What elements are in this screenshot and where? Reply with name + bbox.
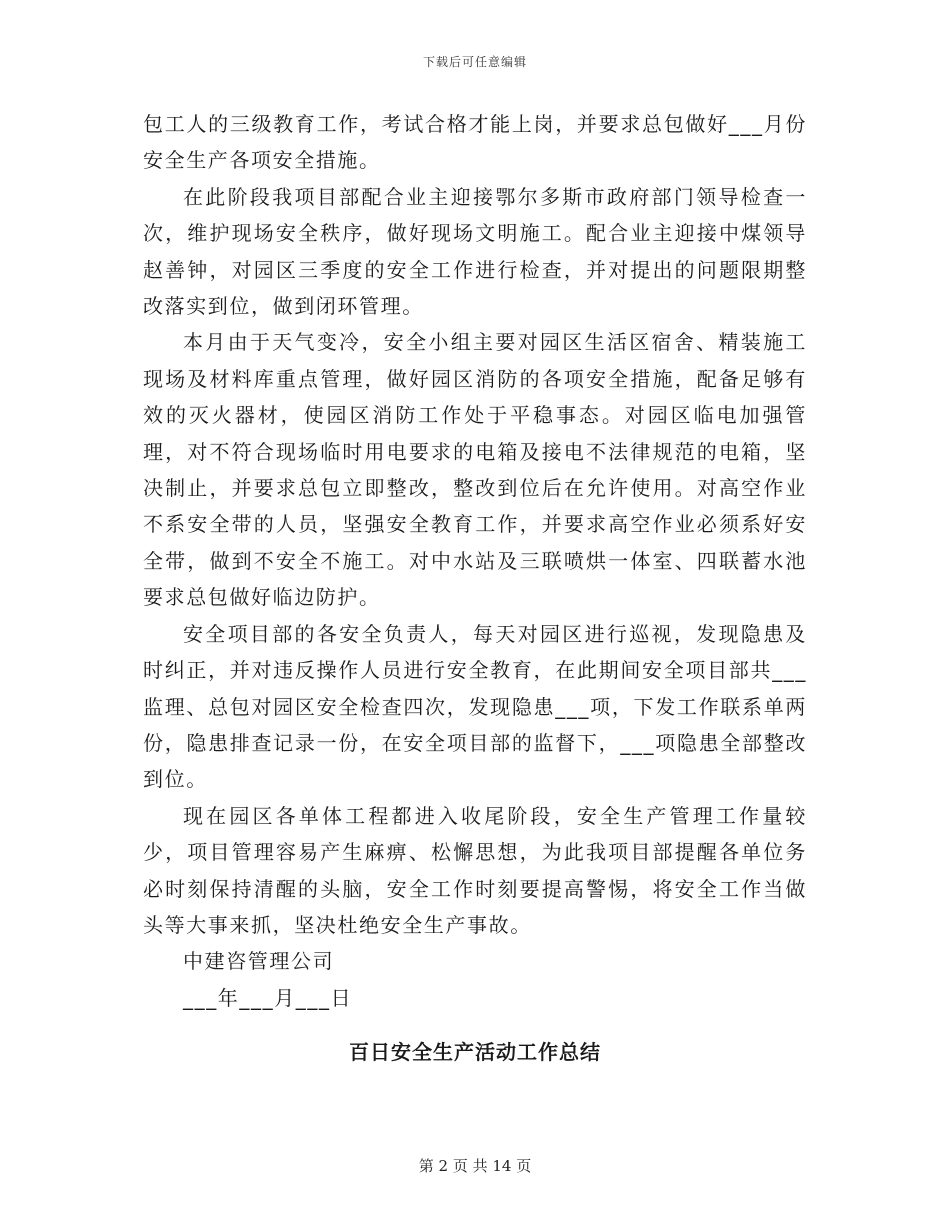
paragraph-inspection: 在此阶段我项目部配合业主迎接鄂尔多斯市政府部门领导检查一次，维护现场安全秩序，做好现场文明施工。配合业主迎接中煤领导赵善钟，对园区三季度的安全工作进行检查，并对提出的问题限期整改落实到位，做到闭环管理。 xyxy=(143,184,807,319)
date-line: ___年___月___日 xyxy=(183,985,353,1010)
next-section-heading: 百日安全生产活动工作总结 xyxy=(349,1040,601,1064)
document-body xyxy=(143,106,807,1016)
paragraph-fire-safety: 本月由于天气变冷，安全小组主要对园区生活区宿舍、精装施工现场及材料库重点管理，做好园区消防的各项安全措施，配备足够有效的灭火器材，使园区消防工作处于平稳事态。对园区临电加强管理，对不符合现场临时用电要求的电箱及接电不法律规范的电箱，坚决制止，并要求总包立即整改，整改到位后在允许使用。对高空作业不系安全带的人员，坚强安全教育工作，并要求高空作业必须系好安全带，做到不安全不施工。对中水站及三联喷烘一体室、四联蓄水池要求总包做好临边防护。 xyxy=(143,330,807,610)
signature: 中建咨管理公司 xyxy=(183,949,335,974)
paragraph-patrol: 安全项目部的各安全负责人，每天对园区进行巡视，发现隐患及时纠正，并对违反操作人员进行安全教育，在此期间安全项目部共___监理、总包对园区安全检查四次，发现隐患___项，下发工作联系单两份，隐患排查记录一份，在安全项目部的监督下，___项隐患全部整改到位。 xyxy=(143,621,807,792)
paragraph-continuation: 包工人的三级教育工作，考试合格才能上岗，并要求总包做好___月份安全生产各项安全措施。 xyxy=(143,112,807,173)
page-number: 第 2 页 共 14 页 xyxy=(418,1157,532,1175)
header-note: 下载后可任意编辑 xyxy=(422,55,527,69)
paragraph-closing: 现在园区各单体工程都进入收尾阶段，安全生产管理工作量较少，项目管理容易产生麻痹、松懈思想，为此我项目部提醒各单位务必时刻保持清醒的头脑，安全工作时刻要提高警惕，将安全工作当做头等大事来抓，坚决杜绝安全生产事故。 xyxy=(143,803,807,937)
